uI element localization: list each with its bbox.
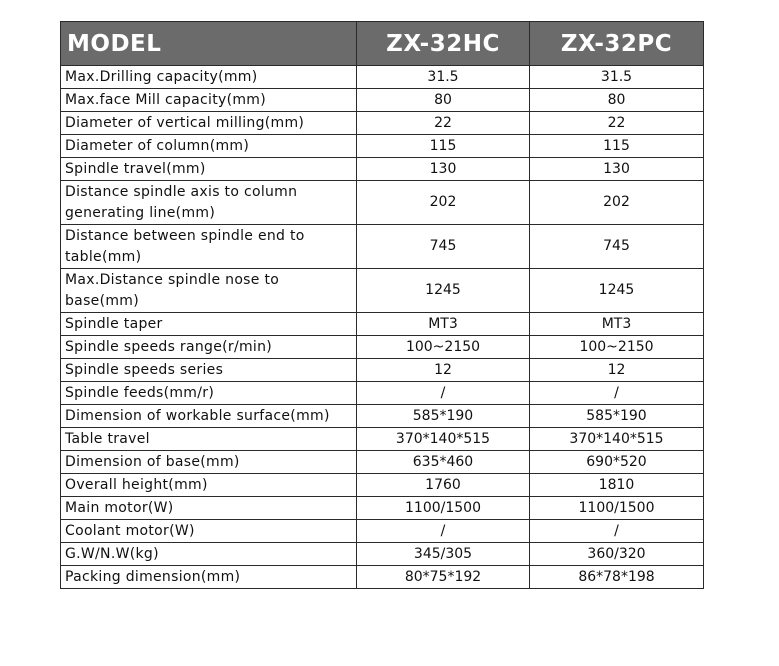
table-row: [61, 497, 704, 520]
spec-value-zx-32hc: 80*75*192: [357, 566, 530, 589]
spec-label: Packing dimension(mm): [61, 566, 357, 589]
spec-label: Dimension of workable surface(mm): [61, 405, 357, 428]
table-row: [61, 405, 704, 428]
table-row: [61, 313, 704, 336]
spec-value-zx-32pc: 80: [530, 89, 704, 112]
spec-value-zx-32hc: 115: [357, 135, 530, 158]
spec-value-zx-32hc: 31.5: [357, 66, 530, 89]
spec-label: Overall height(mm): [61, 474, 357, 497]
spec-value-zx-32pc: 360/320: [530, 543, 704, 566]
spec-table-header: [61, 22, 704, 66]
spec-value-zx-32hc: /: [357, 382, 530, 405]
table-row: [61, 543, 704, 566]
table-row: [61, 520, 704, 543]
table-row: [61, 135, 704, 158]
spec-value-zx-32hc: 202: [357, 181, 530, 225]
spec-value-zx-32hc: 100~2150: [357, 336, 530, 359]
spec-value-zx-32hc: 80: [357, 89, 530, 112]
spec-label: Spindle speeds series: [61, 359, 357, 382]
table-row: [61, 428, 704, 451]
table-row: [61, 158, 704, 181]
spec-label: G.W/N.W(kg): [61, 543, 357, 566]
spec-label: Coolant motor(W): [61, 520, 357, 543]
header-row: [61, 22, 704, 66]
spec-value-zx-32hc: 1245: [357, 269, 530, 313]
spec-label: Distance spindle axis to column generating line(mm): [61, 181, 357, 225]
spec-value-zx-32pc: MT3: [530, 313, 704, 336]
spec-value-zx-32pc: 1100/1500: [530, 497, 704, 520]
spec-label: Dimension of base(mm): [61, 451, 357, 474]
spec-label: Main motor(W): [61, 497, 357, 520]
spec-value-zx-32hc: 345/305: [357, 543, 530, 566]
spec-label: Spindle taper: [61, 313, 357, 336]
spec-label: Max.Drilling capacity(mm): [61, 66, 357, 89]
spec-value-zx-32pc: 12: [530, 359, 704, 382]
spec-value-zx-32pc: /: [530, 520, 704, 543]
spec-label: Spindle feeds(mm/r): [61, 382, 357, 405]
spec-value-zx-32pc: 22: [530, 112, 704, 135]
table-row: [61, 474, 704, 497]
spec-value-zx-32pc: /: [530, 382, 704, 405]
spec-value-zx-32hc: 585*190: [357, 405, 530, 428]
spec-value-zx-32pc: 1245: [530, 269, 704, 313]
spec-label: Diameter of vertical milling(mm): [61, 112, 357, 135]
spec-label: Spindle travel(mm): [61, 158, 357, 181]
spec-value-zx-32hc: 745: [357, 225, 530, 269]
spec-value-zx-32hc: 635*460: [357, 451, 530, 474]
spec-value-zx-32pc: 86*78*198: [530, 566, 704, 589]
spec-value-zx-32pc: 202: [530, 181, 704, 225]
spec-table: [60, 21, 704, 589]
table-row: [61, 382, 704, 405]
spec-value-zx-32pc: 745: [530, 225, 704, 269]
model-header-zx-32pc: ZX-32PC: [530, 22, 704, 66]
spec-value-zx-32hc: MT3: [357, 313, 530, 336]
table-row: [61, 451, 704, 474]
table-row: [61, 359, 704, 382]
spec-value-zx-32pc: 585*190: [530, 405, 704, 428]
spec-value-zx-32pc: 31.5: [530, 66, 704, 89]
spec-label: Max.face Mill capacity(mm): [61, 89, 357, 112]
spec-table-body: [61, 66, 704, 589]
table-row: [61, 566, 704, 589]
spec-value-zx-32hc: 12: [357, 359, 530, 382]
table-row: [61, 225, 704, 269]
model-header-label: MODEL: [61, 22, 357, 66]
spec-label: Diameter of column(mm): [61, 135, 357, 158]
spec-value-zx-32hc: 1760: [357, 474, 530, 497]
spec-label: Distance between spindle end to table(mm): [61, 225, 357, 269]
spec-value-zx-32pc: 1810: [530, 474, 704, 497]
spec-label: Table travel: [61, 428, 357, 451]
spec-value-zx-32pc: 370*140*515: [530, 428, 704, 451]
spec-value-zx-32pc: 115: [530, 135, 704, 158]
spec-value-zx-32hc: /: [357, 520, 530, 543]
spec-value-zx-32hc: 370*140*515: [357, 428, 530, 451]
spec-value-zx-32pc: 690*520: [530, 451, 704, 474]
spec-value-zx-32hc: 22: [357, 112, 530, 135]
spec-value-zx-32pc: 100~2150: [530, 336, 704, 359]
table-row: [61, 112, 704, 135]
model-header-zx-32hc: ZX-32HC: [357, 22, 530, 66]
table-row: [61, 89, 704, 112]
spec-value-zx-32hc: 1100/1500: [357, 497, 530, 520]
spec-value-zx-32pc: 130: [530, 158, 704, 181]
table-row: [61, 181, 704, 225]
spec-label: Spindle speeds range(r/min): [61, 336, 357, 359]
table-row: [61, 66, 704, 89]
spec-value-zx-32hc: 130: [357, 158, 530, 181]
spec-label: Max.Distance spindle nose to base(mm): [61, 269, 357, 313]
table-row: [61, 269, 704, 313]
table-row: [61, 336, 704, 359]
